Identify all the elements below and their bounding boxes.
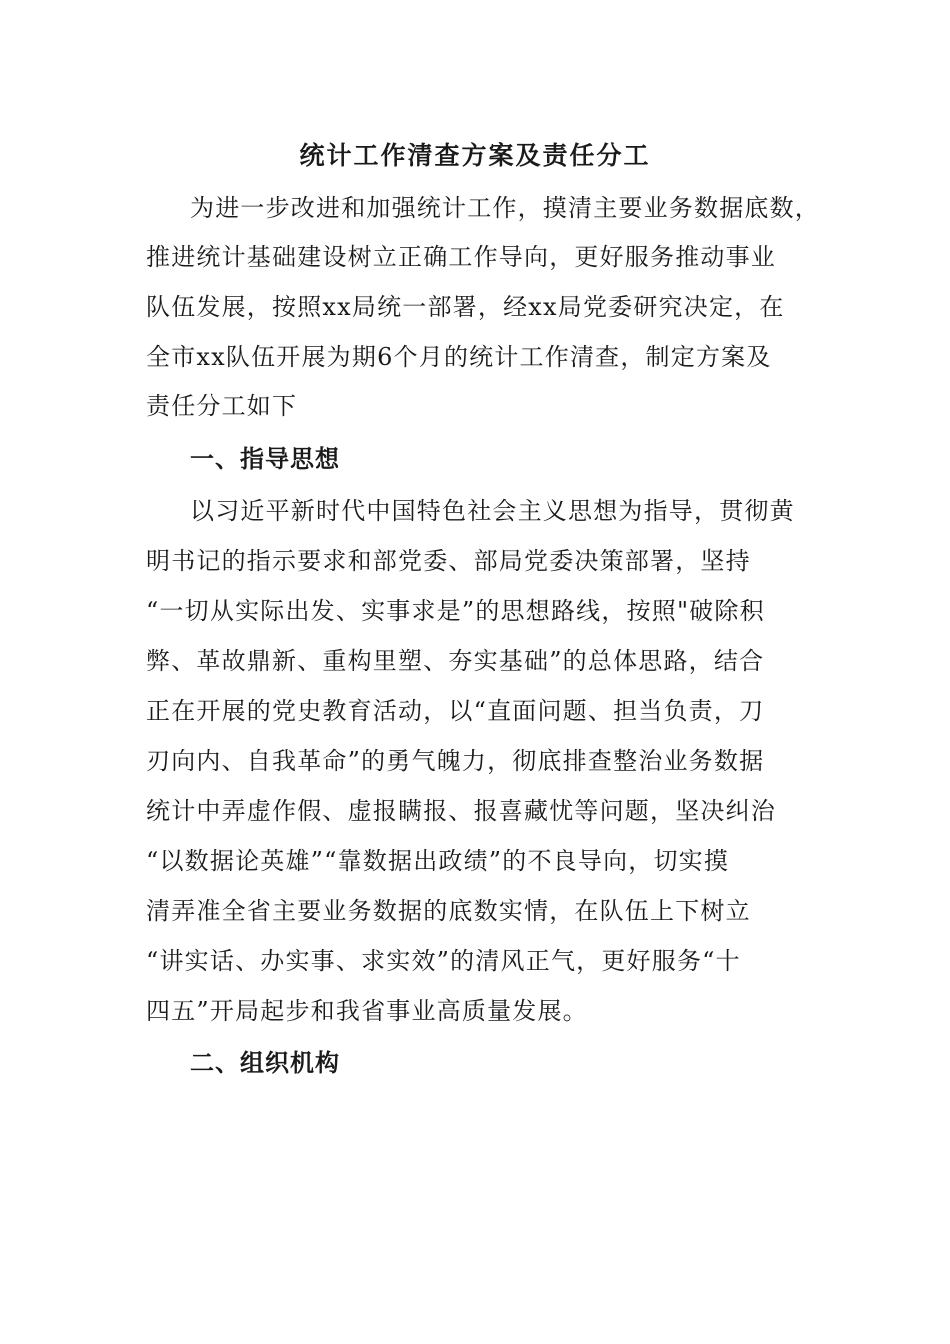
section1-line: 四五”开局起步和我省事业高质量发展。 bbox=[146, 997, 588, 1025]
intro-line: 队伍发展，按照xx局统一部署，经xx局党委研究决定，在 bbox=[146, 293, 785, 321]
section-heading-guiding-ideology: 一、指导思想 bbox=[190, 445, 340, 473]
intro-line: 全市xx队伍开展为期6个月的统计工作清查，制定方案及 bbox=[146, 343, 772, 371]
intro-line: 为进一步改进和加强统计工作，摸清主要业务数据底数， bbox=[190, 194, 820, 222]
section-heading-organization: 二、组织机构 bbox=[190, 1049, 340, 1077]
section1-line: 统计中弄虚作假、虚报瞒报、报喜藏忧等问题，坚决纠治 bbox=[146, 797, 776, 825]
section1-line: 明书记的指示要求和部党委、部局党委决策部署，坚持 bbox=[146, 547, 751, 575]
document-title: 统计工作清查方案及责任分工 bbox=[299, 141, 651, 170]
section1-line: 清弄准全省主要业务数据的底数实情，在队伍上下树立 bbox=[146, 897, 751, 925]
intro-line: 责任分工如下 bbox=[146, 392, 298, 420]
intro-line: 推进统计基础建设树立正确工作导向，更好服务推动事业 bbox=[146, 243, 776, 271]
section1-line: “一切从实际出发、实事求是”的思想路线，按照"破除积 bbox=[146, 597, 765, 625]
section1-line: 刃向内、自我革命”的勇气魄力，彻底排查整治业务数据 bbox=[146, 747, 765, 775]
section1-line: “讲实话、办实事、求实效”的清风正气，更好服务“十 bbox=[146, 947, 741, 975]
section1-line: 以习近平新时代中国特色社会主义思想为指导，贯彻黄 bbox=[190, 497, 795, 525]
section1-line: 弊、革故鼎新、重构里塑、夯实基础”的总体思路，结合 bbox=[146, 647, 765, 675]
section1-line: “以数据论英雄”“靠数据出政绩”的不良导向，切实摸 bbox=[146, 847, 730, 875]
section1-line: 正在开展的党史教育活动，以“直面问题、担当负责，刀 bbox=[146, 697, 765, 725]
